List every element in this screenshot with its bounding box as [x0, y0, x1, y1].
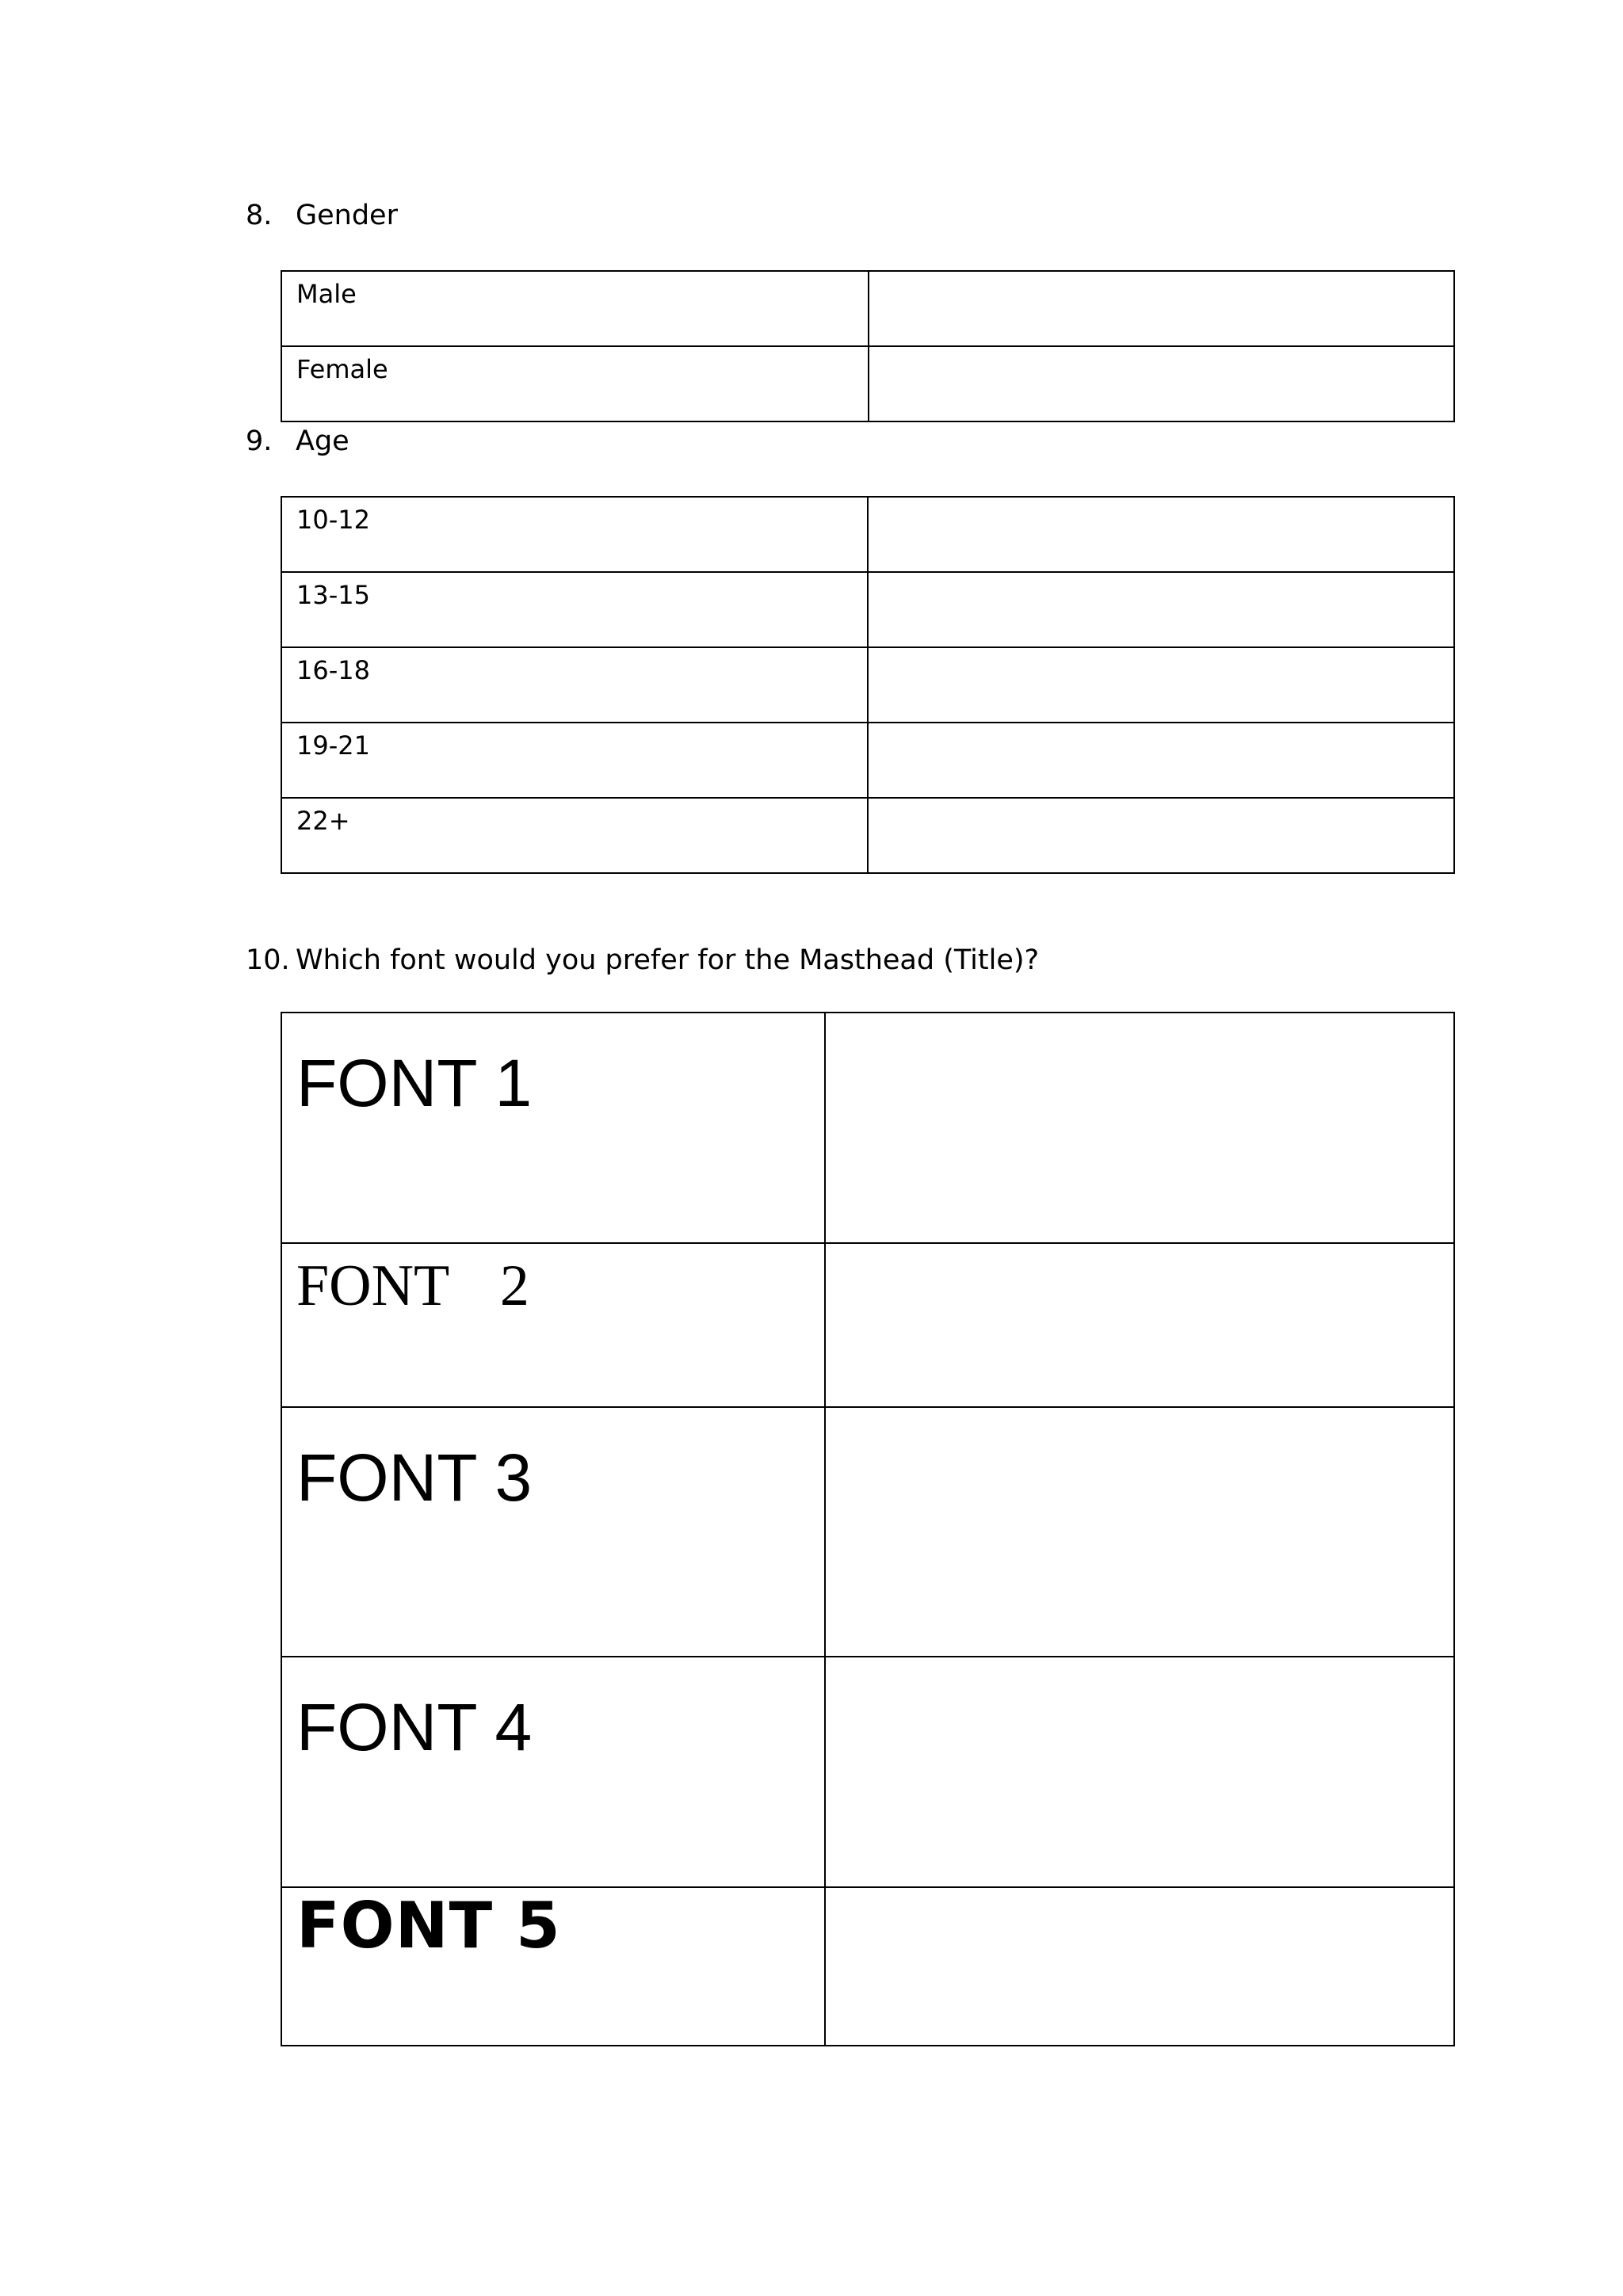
option-cell [281, 572, 868, 647]
option-label-10-12: 10-12 [296, 505, 370, 535]
option-label-female: Female [296, 354, 388, 384]
answer-cell-font-2[interactable] [825, 1243, 1454, 1407]
table-row [281, 647, 1454, 723]
table-row [281, 1013, 1454, 1243]
option-cell [281, 271, 869, 346]
option-label-male: Male [296, 279, 357, 309]
table-row [281, 1657, 1454, 1887]
option-cell [281, 1243, 825, 1407]
table-row [281, 1887, 1454, 2046]
option-cell [281, 1013, 825, 1243]
option-cell [281, 798, 868, 873]
table-row [281, 497, 1454, 572]
answer-cell-font-3[interactable] [825, 1407, 1454, 1657]
table-row [281, 798, 1454, 873]
option-cell [281, 1407, 825, 1657]
answer-cell-10-12[interactable] [868, 497, 1454, 572]
question-8 [246, 200, 398, 231]
answer-cell-female[interactable] [869, 346, 1454, 421]
question-text: Which font would you prefer for the Masthead (Title)? [296, 944, 1040, 976]
answer-cell-13-15[interactable] [868, 572, 1454, 647]
font-sample-1: FONT 1 [296, 1046, 533, 1120]
option-label-22-plus: 22+ [296, 806, 350, 836]
table-row [281, 346, 1454, 421]
option-cell [281, 1887, 825, 2046]
option-cell [281, 1657, 825, 1887]
table-row [281, 271, 1454, 346]
answer-cell-22-plus[interactable] [868, 798, 1454, 873]
font-sample-5: FONT 5 [296, 1889, 561, 1962]
option-label-19-21: 19-21 [296, 730, 370, 761]
answer-cell-16-18[interactable] [868, 647, 1454, 723]
question-9 [246, 425, 349, 457]
font-sample-3: FONT 3 [296, 1440, 533, 1515]
font-sample-2: FONT 2 [296, 1253, 529, 1318]
answer-cell-font-5[interactable] [825, 1887, 1454, 2046]
answer-cell-19-21[interactable] [868, 723, 1454, 798]
question-10 [246, 944, 1039, 976]
font-sample-4: FONT 4 [296, 1690, 533, 1764]
answer-cell-font-1[interactable] [825, 1013, 1454, 1243]
age-table [281, 496, 1455, 874]
question-text: Age [296, 425, 349, 457]
option-cell [281, 723, 868, 798]
table-row [281, 723, 1454, 798]
answer-cell-font-4[interactable] [825, 1657, 1454, 1887]
font-table [281, 1012, 1455, 2046]
answer-cell-male[interactable] [869, 271, 1454, 346]
table-row [281, 572, 1454, 647]
option-label-16-18: 16-18 [296, 655, 370, 685]
question-text: Gender [296, 200, 398, 231]
option-cell [281, 497, 868, 572]
question-number: 10. [246, 944, 290, 976]
option-cell [281, 647, 868, 723]
table-row [281, 1407, 1454, 1657]
table-row [281, 1243, 1454, 1407]
option-label-13-15: 13-15 [296, 580, 370, 610]
option-cell [281, 346, 869, 421]
gender-table [281, 270, 1455, 422]
question-number: 8. [246, 200, 273, 231]
question-number: 9. [246, 425, 273, 457]
